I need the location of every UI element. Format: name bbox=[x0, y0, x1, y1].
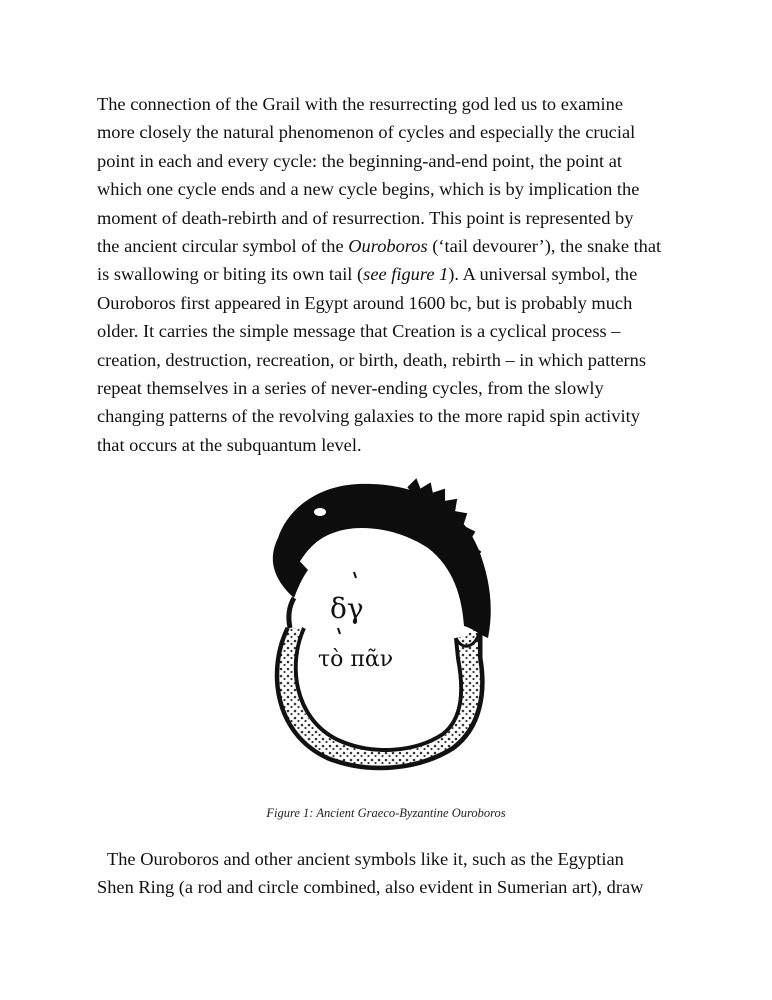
text-line: which one cycle ends and a new cycle begins, which is by implication the bbox=[97, 179, 640, 200]
ouroboros-figure bbox=[258, 478, 498, 778]
text-line: that occurs at the subquantum level. bbox=[97, 434, 362, 455]
mark bbox=[354, 572, 356, 578]
snake-head-mane bbox=[278, 484, 491, 638]
text-line: Ouroboros first appeared in Egypt around 1600 bc, but is probably much bbox=[97, 292, 633, 313]
mark bbox=[338, 628, 340, 634]
text-line: moment of death-rebirth and of resurrection. This point is represented by bbox=[97, 207, 634, 228]
text-run: the ancient circular symbol of the bbox=[97, 236, 349, 257]
text-run: ). A universal symbol, the bbox=[448, 264, 638, 285]
snake-neck bbox=[289, 598, 294, 628]
text-line: The connection of the Grail with the resurrecting god led us to examine bbox=[97, 94, 624, 114]
text-line: more closely the natural phenomenon of cycles and especially the crucial bbox=[97, 122, 636, 143]
inscription-top: δγ bbox=[330, 592, 364, 625]
text-line: Shen Ring (a rod and circle combined, also evident in Sumerian art), draw bbox=[97, 877, 644, 898]
figure-caption: Figure 1: Ancient Graeco-Byzantine Ouroboros bbox=[266, 806, 506, 820]
emphasis-ouroboros: Ouroboros bbox=[348, 236, 428, 257]
ouroboros-illustration bbox=[258, 478, 498, 778]
text-run: (‘tail devourer’), the snake that bbox=[427, 236, 662, 257]
figure-reference: see figure 1 bbox=[363, 264, 449, 285]
text-line: The Ouroboros and other ancient symbols like it, such as the Egyptian bbox=[107, 849, 624, 869]
text-line bbox=[97, 260, 697, 288]
text-line: older. It carries the simple message that Creation is a cyclical process – bbox=[97, 321, 621, 342]
text-line bbox=[97, 232, 697, 260]
text-line: point in each and every cycle: the beginning-and-end point, the point at bbox=[97, 150, 622, 171]
text-line: changing patterns of the revolving galaxies to the more rapid spin activity bbox=[97, 406, 640, 427]
text-run: is swallowing or biting its own tail ( bbox=[97, 264, 364, 285]
text-line: creation, destruction, recreation, or birth, death, rebirth – in which patterns bbox=[97, 349, 646, 370]
body-paragraph-2 bbox=[97, 845, 697, 902]
text-line: repeat themselves in a series of never-ending cycles, from the slowly bbox=[97, 378, 604, 399]
body-paragraph-1 bbox=[97, 90, 697, 459]
snake-eye bbox=[314, 508, 326, 516]
inscription-bottom: τὸ πᾶν bbox=[318, 647, 394, 672]
